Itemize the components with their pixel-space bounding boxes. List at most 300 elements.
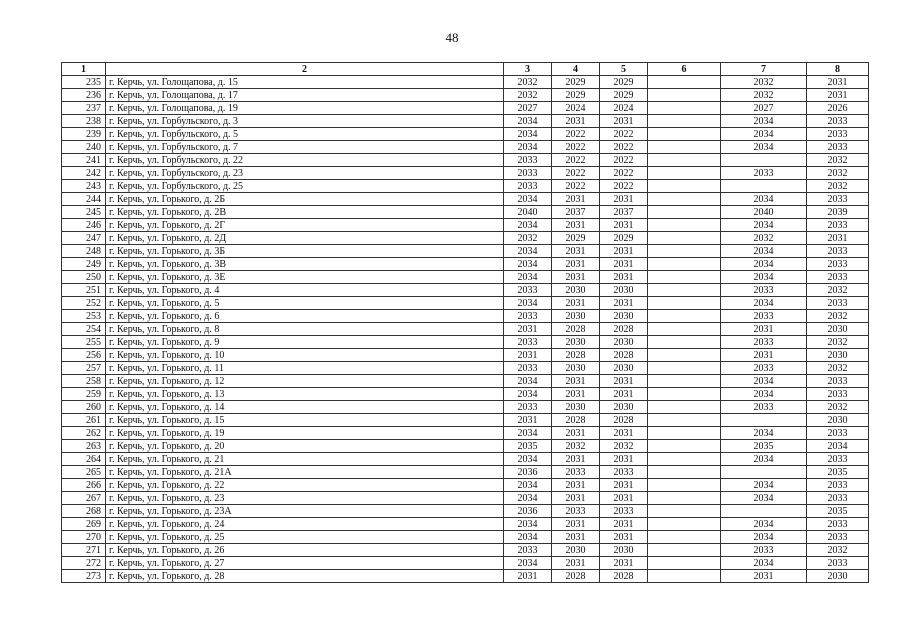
cell-year-col-4: 2031 <box>552 219 600 232</box>
cell-year-col-3: 2036 <box>504 505 552 518</box>
table-row <box>62 492 869 505</box>
cell-value-col-6 <box>648 219 721 232</box>
cell-year-col-4: 2030 <box>552 544 600 557</box>
cell-year-col-4: 2031 <box>552 427 600 440</box>
cell-year-col-5: 2029 <box>600 89 648 102</box>
cell-year-col-7: 2034 <box>721 141 807 154</box>
cell-year-col-4: 2029 <box>552 76 600 89</box>
table-row <box>62 414 869 427</box>
cell-year-col-4: 2031 <box>552 388 600 401</box>
table-row <box>62 297 869 310</box>
cell-year-col-3: 2032 <box>504 232 552 245</box>
cell-year-col-4: 2022 <box>552 180 600 193</box>
table-header-row <box>62 63 869 76</box>
cell-address: г. Керчь, ул. Горького, д. 28 <box>106 570 504 583</box>
cell-year-col-4: 2028 <box>552 323 600 336</box>
table-row <box>62 206 869 219</box>
cell-row-number: 236 <box>62 89 106 102</box>
cell-year-col-8: 2033 <box>807 115 869 128</box>
cell-address: г. Керчь, ул. Горького, д. 19 <box>106 427 504 440</box>
cell-year-col-5: 2024 <box>600 102 648 115</box>
cell-year-col-7: 2034 <box>721 258 807 271</box>
cell-year-col-3: 2031 <box>504 414 552 427</box>
cell-value-col-6 <box>648 154 721 167</box>
cell-year-col-4: 2030 <box>552 336 600 349</box>
header-col-5: 5 <box>600 63 648 76</box>
table-row <box>62 479 869 492</box>
cell-value-col-6 <box>648 89 721 102</box>
cell-year-col-8: 2032 <box>807 284 869 297</box>
cell-year-col-3: 2027 <box>504 102 552 115</box>
cell-year-col-8: 2030 <box>807 570 869 583</box>
cell-year-col-4: 2029 <box>552 232 600 245</box>
cell-row-number: 237 <box>62 102 106 115</box>
cell-row-number: 263 <box>62 440 106 453</box>
cell-row-number: 249 <box>62 258 106 271</box>
table-row <box>62 284 869 297</box>
cell-year-col-8: 2033 <box>807 479 869 492</box>
cell-row-number: 243 <box>62 180 106 193</box>
cell-year-col-4: 2031 <box>552 531 600 544</box>
cell-year-col-7: 2034 <box>721 128 807 141</box>
cell-year-col-5: 2031 <box>600 193 648 206</box>
cell-year-col-8: 2033 <box>807 245 869 258</box>
cell-year-col-7: 2035 <box>721 440 807 453</box>
cell-year-col-4: 2028 <box>552 414 600 427</box>
cell-year-col-4: 2031 <box>552 193 600 206</box>
cell-address: г. Керчь, ул. Горбульского, д. 22 <box>106 154 504 167</box>
cell-year-col-4: 2031 <box>552 492 600 505</box>
cell-value-col-6 <box>648 206 721 219</box>
cell-address: г. Керчь, ул. Горького, д. 10 <box>106 349 504 362</box>
cell-year-col-7 <box>721 154 807 167</box>
header-col-8: 8 <box>807 63 869 76</box>
cell-year-col-8: 2031 <box>807 89 869 102</box>
cell-year-col-5: 2031 <box>600 492 648 505</box>
table-row <box>62 258 869 271</box>
cell-year-col-8: 2033 <box>807 375 869 388</box>
cell-year-col-7: 2031 <box>721 349 807 362</box>
table-row <box>62 518 869 531</box>
cell-address: г. Керчь, ул. Горького, д. 27 <box>106 557 504 570</box>
cell-year-col-3: 2034 <box>504 115 552 128</box>
cell-year-col-4: 2022 <box>552 167 600 180</box>
cell-value-col-6 <box>648 453 721 466</box>
cell-year-col-8: 2033 <box>807 531 869 544</box>
table-row <box>62 401 869 414</box>
cell-year-col-8: 2033 <box>807 427 869 440</box>
cell-row-number: 238 <box>62 115 106 128</box>
cell-year-col-7: 2034 <box>721 271 807 284</box>
cell-year-col-3: 2036 <box>504 466 552 479</box>
cell-year-col-7 <box>721 414 807 427</box>
cell-address: г. Керчь, ул. Горького, д. 4 <box>106 284 504 297</box>
cell-year-col-3: 2034 <box>504 518 552 531</box>
page-number: 48 <box>445 30 459 45</box>
cell-year-col-4: 2028 <box>552 349 600 362</box>
cell-year-col-7: 2032 <box>721 76 807 89</box>
cell-year-col-3: 2034 <box>504 193 552 206</box>
cell-year-col-8: 2033 <box>807 258 869 271</box>
cell-year-col-5: 2028 <box>600 414 648 427</box>
table-row <box>62 232 869 245</box>
cell-value-col-6 <box>648 180 721 193</box>
cell-year-col-3: 2031 <box>504 323 552 336</box>
cell-year-col-8: 2032 <box>807 362 869 375</box>
table-row <box>62 154 869 167</box>
table-row <box>62 219 869 232</box>
cell-year-col-7: 2031 <box>721 570 807 583</box>
header-col-7: 7 <box>721 63 807 76</box>
cell-year-col-4: 2030 <box>552 401 600 414</box>
table-row <box>62 466 869 479</box>
cell-address: г. Керчь, ул. Горького, д. 2Б <box>106 193 504 206</box>
cell-year-col-7: 2034 <box>721 193 807 206</box>
cell-year-col-5: 2022 <box>600 141 648 154</box>
cell-row-number: 258 <box>62 375 106 388</box>
cell-year-col-7: 2034 <box>721 219 807 232</box>
cell-year-col-8: 2032 <box>807 180 869 193</box>
cell-year-col-7: 2027 <box>721 102 807 115</box>
cell-year-col-3: 2033 <box>504 180 552 193</box>
table-row <box>62 570 869 583</box>
table-row <box>62 349 869 362</box>
cell-address: г. Керчь, ул. Горбульского, д. 23 <box>106 167 504 180</box>
cell-year-col-8: 2030 <box>807 323 869 336</box>
cell-year-col-7: 2034 <box>721 453 807 466</box>
cell-year-col-7: 2040 <box>721 206 807 219</box>
cell-year-col-7: 2032 <box>721 232 807 245</box>
cell-value-col-6 <box>648 427 721 440</box>
cell-year-col-4: 2031 <box>552 518 600 531</box>
table-row <box>62 115 869 128</box>
cell-year-col-8: 2033 <box>807 271 869 284</box>
cell-year-col-8: 2033 <box>807 388 869 401</box>
cell-value-col-6 <box>648 466 721 479</box>
cell-year-col-7: 2034 <box>721 245 807 258</box>
cell-value-col-6 <box>648 414 721 427</box>
table-row <box>62 336 869 349</box>
cell-year-col-4: 2031 <box>552 115 600 128</box>
cell-year-col-3: 2033 <box>504 336 552 349</box>
cell-year-col-5: 2031 <box>600 388 648 401</box>
cell-year-col-4: 2031 <box>552 245 600 258</box>
cell-year-col-7: 2033 <box>721 167 807 180</box>
cell-year-col-4: 2024 <box>552 102 600 115</box>
cell-address: г. Керчь, ул. Голощапова, д. 15 <box>106 76 504 89</box>
cell-row-number: 273 <box>62 570 106 583</box>
cell-address: г. Керчь, ул. Голощапова, д. 19 <box>106 102 504 115</box>
cell-year-col-5: 2028 <box>600 349 648 362</box>
cell-address: г. Керчь, ул. Горького, д. 14 <box>106 401 504 414</box>
cell-year-col-4: 2030 <box>552 284 600 297</box>
cell-value-col-6 <box>648 349 721 362</box>
cell-address: г. Керчь, ул. Горького, д. 3В <box>106 258 504 271</box>
table-row <box>62 167 869 180</box>
cell-year-col-5: 2031 <box>600 453 648 466</box>
cell-row-number: 272 <box>62 557 106 570</box>
cell-year-col-8: 2031 <box>807 232 869 245</box>
cell-row-number: 240 <box>62 141 106 154</box>
cell-year-col-3: 2034 <box>504 531 552 544</box>
cell-year-col-3: 2034 <box>504 375 552 388</box>
cell-address: г. Керчь, ул. Горького, д. 6 <box>106 310 504 323</box>
cell-year-col-3: 2034 <box>504 219 552 232</box>
cell-year-col-4: 2031 <box>552 557 600 570</box>
cell-year-col-3: 2033 <box>504 310 552 323</box>
header-col-4: 4 <box>552 63 600 76</box>
cell-year-col-3: 2033 <box>504 362 552 375</box>
table-row <box>62 362 869 375</box>
cell-row-number: 262 <box>62 427 106 440</box>
cell-year-col-5: 2022 <box>600 167 648 180</box>
cell-row-number: 267 <box>62 492 106 505</box>
cell-value-col-6 <box>648 102 721 115</box>
cell-value-col-6 <box>648 440 721 453</box>
cell-row-number: 271 <box>62 544 106 557</box>
cell-year-col-5: 2030 <box>600 284 648 297</box>
cell-year-col-8: 2033 <box>807 219 869 232</box>
cell-year-col-8: 2030 <box>807 414 869 427</box>
cell-address: г. Керчь, ул. Горького, д. 3Б <box>106 245 504 258</box>
cell-year-col-5: 2030 <box>600 336 648 349</box>
table-row <box>62 505 869 518</box>
cell-address: г. Керчь, ул. Горького, д. 15 <box>106 414 504 427</box>
cell-address: г. Керчь, ул. Горького, д. 25 <box>106 531 504 544</box>
cell-year-col-7: 2034 <box>721 375 807 388</box>
cell-address: г. Керчь, ул. Горького, д. 11 <box>106 362 504 375</box>
cell-year-col-8: 2032 <box>807 310 869 323</box>
cell-year-col-5: 2028 <box>600 323 648 336</box>
cell-year-col-8: 2035 <box>807 466 869 479</box>
cell-address: г. Керчь, ул. Горького, д. 12 <box>106 375 504 388</box>
cell-value-col-6 <box>648 297 721 310</box>
cell-year-col-7: 2034 <box>721 479 807 492</box>
cell-year-col-8: 2026 <box>807 102 869 115</box>
cell-value-col-6 <box>648 271 721 284</box>
cell-value-col-6 <box>648 375 721 388</box>
cell-year-col-7: 2033 <box>721 284 807 297</box>
cell-year-col-8: 2033 <box>807 518 869 531</box>
cell-row-number: 253 <box>62 310 106 323</box>
cell-year-col-3: 2034 <box>504 128 552 141</box>
cell-value-col-6 <box>648 128 721 141</box>
cell-year-col-4: 2022 <box>552 128 600 141</box>
cell-row-number: 256 <box>62 349 106 362</box>
cell-value-col-6 <box>648 557 721 570</box>
cell-year-col-5: 2031 <box>600 271 648 284</box>
cell-year-col-5: 2022 <box>600 154 648 167</box>
cell-year-col-3: 2034 <box>504 258 552 271</box>
cell-year-col-7: 2034 <box>721 297 807 310</box>
header-col-6: 6 <box>648 63 721 76</box>
cell-row-number: 248 <box>62 245 106 258</box>
cell-row-number: 254 <box>62 323 106 336</box>
cell-year-col-7 <box>721 180 807 193</box>
cell-address: г. Керчь, ул. Горбульского, д. 3 <box>106 115 504 128</box>
cell-year-col-4: 2029 <box>552 89 600 102</box>
cell-year-col-3: 2034 <box>504 297 552 310</box>
cell-value-col-6 <box>648 76 721 89</box>
cell-year-col-3: 2034 <box>504 271 552 284</box>
cell-year-col-7: 2034 <box>721 557 807 570</box>
cell-year-col-3: 2034 <box>504 492 552 505</box>
cell-year-col-8: 2032 <box>807 336 869 349</box>
table-row <box>62 453 869 466</box>
table-row <box>62 89 869 102</box>
cell-address: г. Керчь, ул. Горбульского, д. 25 <box>106 180 504 193</box>
cell-value-col-6 <box>648 401 721 414</box>
cell-year-col-5: 2031 <box>600 115 648 128</box>
cell-year-col-7 <box>721 466 807 479</box>
cell-address: г. Керчь, ул. Горького, д. 23 <box>106 492 504 505</box>
cell-year-col-8: 2032 <box>807 401 869 414</box>
cell-address: г. Керчь, ул. Горького, д. 21А <box>106 466 504 479</box>
cell-address: г. Керчь, ул. Горького, д. 13 <box>106 388 504 401</box>
cell-year-col-8: 2034 <box>807 440 869 453</box>
cell-year-col-5: 2030 <box>600 362 648 375</box>
table-row <box>62 375 869 388</box>
cell-year-col-5: 2032 <box>600 440 648 453</box>
cell-value-col-6 <box>648 141 721 154</box>
table-row <box>62 323 869 336</box>
cell-row-number: 264 <box>62 453 106 466</box>
cell-year-col-8: 2033 <box>807 492 869 505</box>
cell-year-col-3: 2034 <box>504 427 552 440</box>
cell-year-col-5: 2031 <box>600 531 648 544</box>
cell-year-col-3: 2031 <box>504 349 552 362</box>
cell-year-col-7: 2034 <box>721 115 807 128</box>
table-row <box>62 128 869 141</box>
cell-year-col-4: 2031 <box>552 375 600 388</box>
cell-year-col-5: 2031 <box>600 479 648 492</box>
cell-year-col-3: 2034 <box>504 453 552 466</box>
table-row <box>62 102 869 115</box>
cell-year-col-3: 2034 <box>504 245 552 258</box>
cell-year-col-5: 2037 <box>600 206 648 219</box>
cell-row-number: 251 <box>62 284 106 297</box>
cell-row-number: 269 <box>62 518 106 531</box>
cell-value-col-6 <box>648 167 721 180</box>
cell-address: г. Керчь, ул. Горького, д. 24 <box>106 518 504 531</box>
cell-row-number: 250 <box>62 271 106 284</box>
cell-address: г. Керчь, ул. Горького, д. 2Г <box>106 219 504 232</box>
cell-row-number: 241 <box>62 154 106 167</box>
table-row <box>62 245 869 258</box>
cell-value-col-6 <box>648 336 721 349</box>
cell-value-col-6 <box>648 492 721 505</box>
table-row <box>62 557 869 570</box>
cell-year-col-3: 2033 <box>504 154 552 167</box>
cell-value-col-6 <box>648 245 721 258</box>
cell-value-col-6 <box>648 388 721 401</box>
table-row <box>62 440 869 453</box>
cell-year-col-4: 2031 <box>552 258 600 271</box>
cell-year-col-3: 2033 <box>504 401 552 414</box>
cell-year-col-5: 2028 <box>600 570 648 583</box>
cell-row-number: 259 <box>62 388 106 401</box>
cell-address: г. Керчь, ул. Горького, д. 2В <box>106 206 504 219</box>
cell-address: г. Керчь, ул. Горбульского, д. 7 <box>106 141 504 154</box>
cell-row-number: 268 <box>62 505 106 518</box>
cell-value-col-6 <box>648 505 721 518</box>
cell-address: г. Керчь, ул. Горбульского, д. 5 <box>106 128 504 141</box>
table-row <box>62 531 869 544</box>
cell-row-number: 260 <box>62 401 106 414</box>
cell-year-col-8: 2033 <box>807 128 869 141</box>
cell-value-col-6 <box>648 362 721 375</box>
cell-value-col-6 <box>648 193 721 206</box>
cell-row-number: 244 <box>62 193 106 206</box>
cell-year-col-4: 2031 <box>552 271 600 284</box>
cell-year-col-5: 2031 <box>600 219 648 232</box>
cell-year-col-8: 2033 <box>807 557 869 570</box>
cell-year-col-3: 2034 <box>504 388 552 401</box>
cell-year-col-4: 2033 <box>552 505 600 518</box>
cell-year-col-4: 2030 <box>552 310 600 323</box>
cell-year-col-4: 2022 <box>552 154 600 167</box>
cell-year-col-5: 2022 <box>600 180 648 193</box>
cell-year-col-5: 2033 <box>600 466 648 479</box>
cell-value-col-6 <box>648 479 721 492</box>
cell-row-number: 266 <box>62 479 106 492</box>
cell-year-col-5: 2033 <box>600 505 648 518</box>
cell-year-col-3: 2033 <box>504 544 552 557</box>
cell-year-col-3: 2033 <box>504 167 552 180</box>
cell-value-col-6 <box>648 544 721 557</box>
cell-value-col-6 <box>648 310 721 323</box>
cell-row-number: 245 <box>62 206 106 219</box>
cell-value-col-6 <box>648 284 721 297</box>
cell-year-col-3: 2034 <box>504 141 552 154</box>
cell-year-col-4: 2031 <box>552 297 600 310</box>
cell-address: г. Керчь, ул. Горького, д. 3Е <box>106 271 504 284</box>
cell-year-col-4: 2037 <box>552 206 600 219</box>
cell-year-col-5: 2031 <box>600 427 648 440</box>
cell-year-col-3: 2031 <box>504 570 552 583</box>
cell-year-col-8: 2030 <box>807 349 869 362</box>
cell-year-col-5: 2031 <box>600 258 648 271</box>
cell-year-col-5: 2029 <box>600 76 648 89</box>
cell-row-number: 252 <box>62 297 106 310</box>
cell-year-col-7: 2034 <box>721 531 807 544</box>
cell-year-col-4: 2028 <box>552 570 600 583</box>
cell-year-col-5: 2029 <box>600 232 648 245</box>
cell-value-col-6 <box>648 531 721 544</box>
cell-year-col-5: 2031 <box>600 557 648 570</box>
cell-address: г. Керчь, ул. Горького, д. 8 <box>106 323 504 336</box>
cell-year-col-8: 2031 <box>807 76 869 89</box>
table-body <box>62 76 869 583</box>
cell-row-number: 265 <box>62 466 106 479</box>
cell-address: г. Керчь, ул. Горького, д. 20 <box>106 440 504 453</box>
cell-address: г. Керчь, ул. Горького, д. 9 <box>106 336 504 349</box>
cell-year-col-7: 2034 <box>721 518 807 531</box>
cell-year-col-7: 2034 <box>721 388 807 401</box>
table-row <box>62 271 869 284</box>
cell-year-col-7: 2033 <box>721 401 807 414</box>
table-row <box>62 544 869 557</box>
table-row <box>62 76 869 89</box>
cell-address: г. Керчь, ул. Горького, д. 2Д <box>106 232 504 245</box>
cell-year-col-5: 2031 <box>600 375 648 388</box>
cell-value-col-6 <box>648 232 721 245</box>
cell-year-col-8: 2033 <box>807 193 869 206</box>
cell-year-col-7: 2031 <box>721 323 807 336</box>
cell-row-number: 261 <box>62 414 106 427</box>
housing-schedule-table <box>61 62 869 583</box>
cell-value-col-6 <box>648 518 721 531</box>
